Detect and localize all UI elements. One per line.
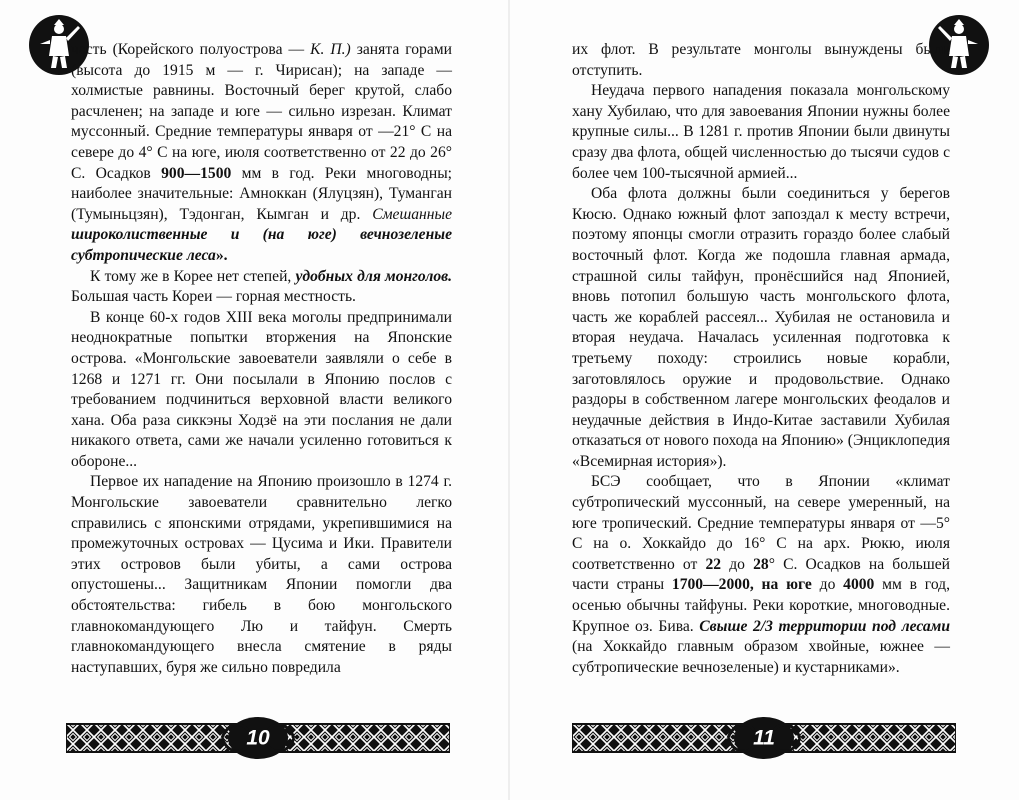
paragraph: К тому же в Корее нет степей, удобных для монголов. Большая часть Кореи — горная местность. (71, 267, 453, 306)
paragraph: часть (Корейского полуострова — К. П.) занята горами (высота до 1915 м — г. Чирисан); на западе — холмистые равнины. Восточный берег крутой, слабо расчленен; на западе и юге — сильно изрезан. Климат муссонный. Средние температуры января от —21° С на севере до 4° С на юге, июля соответственно от 22 до 26° С. Осадков 900—1500 мм в год. Реки многоводны; наиболее значительные: Амноккан (Ялуцзян), Туманган (Тумыньцзян), Тэдонган, Кымган и др. Смешанные широколиственные и (на юге) вечнозеленые субтропические леса». (71, 41, 452, 264)
left-page (0, 0, 509, 800)
paragraph: БСЭ сообщает, что в Японии «климат субтропический муссонный, на севере умеренный, на юге тропический. Средние температуры января от —5° С на о. Хоккайдо до 16° С на арх. Рюкю, июля соответственно от 22 до 28° С. Осадков на большей части страны 1700—2000, на юге до 4000 мм в год, осенью обычны тайфуны. Реки короткие, многоводные. Крупное оз. Бива. Свыше 2/3 территории под лесами (на Хоккайдо главным образом хвойные, южнее — субтропические вечнозеленые) и кустарниками». (572, 473, 951, 676)
paragraph: Оба флота должны были соединиться у берегов Кюсю. Однако южный флот запоздал к месту встречи, поэтому японцы смогли отразить гораздо более слабый восточный флот. Когда же подошла главная армада, страшной силы тайфун, пронёсшийся над Японией, вновь потопил большую часть монгольского флота, часть же кораблей рассеял... Хубилая не остановила и вторая неудача. Началась усиленная подготовка к третьему походу: строились новые корабли, заготовлялось оружие и продовольствие. Однако раздоры в собственном лагере монгольских феодалов и неудачные действия в Индо-Китае заставили Хубилая отказаться от нового похода на Японию» (Энциклопедия «Всемирная история»). (572, 185, 950, 470)
paragraph: В конце 60-х годов XIII века моголы предпринимали неоднократные попытки вторжения на Японские острова. «Монгольские завоеватели заявляли о себе в 1268 и 1271 гг. Они посылали в Японию послов с требованием подчиниться верховной власти великого хана. Оба раза сиккэны Ходзё на эти послания не дали никакого ответа, сами же начали усиленно готовиться к обороне... (71, 308, 452, 470)
paragraph: Неудача первого нападения показала монгольскому хану Хубилаю, что для завоевания Японии нужны более крупные силы... В 1281 г. против Японии были двинуты сразу два флота, общей численностью до тысячи судов с более чем 100-тысячной армией... (572, 82, 950, 182)
page-number-ornament (572, 716, 956, 760)
page-number-ornament (66, 716, 450, 760)
right-page-text (572, 40, 950, 678)
page-number: 11 (753, 726, 775, 750)
right-page (510, 0, 1019, 800)
paragraph: Первое их нападение на Японию произошло в 1274 г. Монгольские завоеватели сравнительно легко справились с японскими отрядами, укрепившимися на промежуточных островах — Цусима и Ики. Правители этих островов были убиты, а сами острова опустошены... Защитникам Японии помогли два обстоятельства: гибель в бою монгольского главнокомандующего Лю и тайфун. Смерть главнокомандующего внесла смятение в ряды наступавших, буря же сильно повредила (71, 473, 452, 676)
left-page-text (71, 40, 452, 678)
paragraph: их флот. В результате монголы вынуждены были отступить. (572, 41, 950, 79)
page-number: 10 (246, 726, 270, 750)
